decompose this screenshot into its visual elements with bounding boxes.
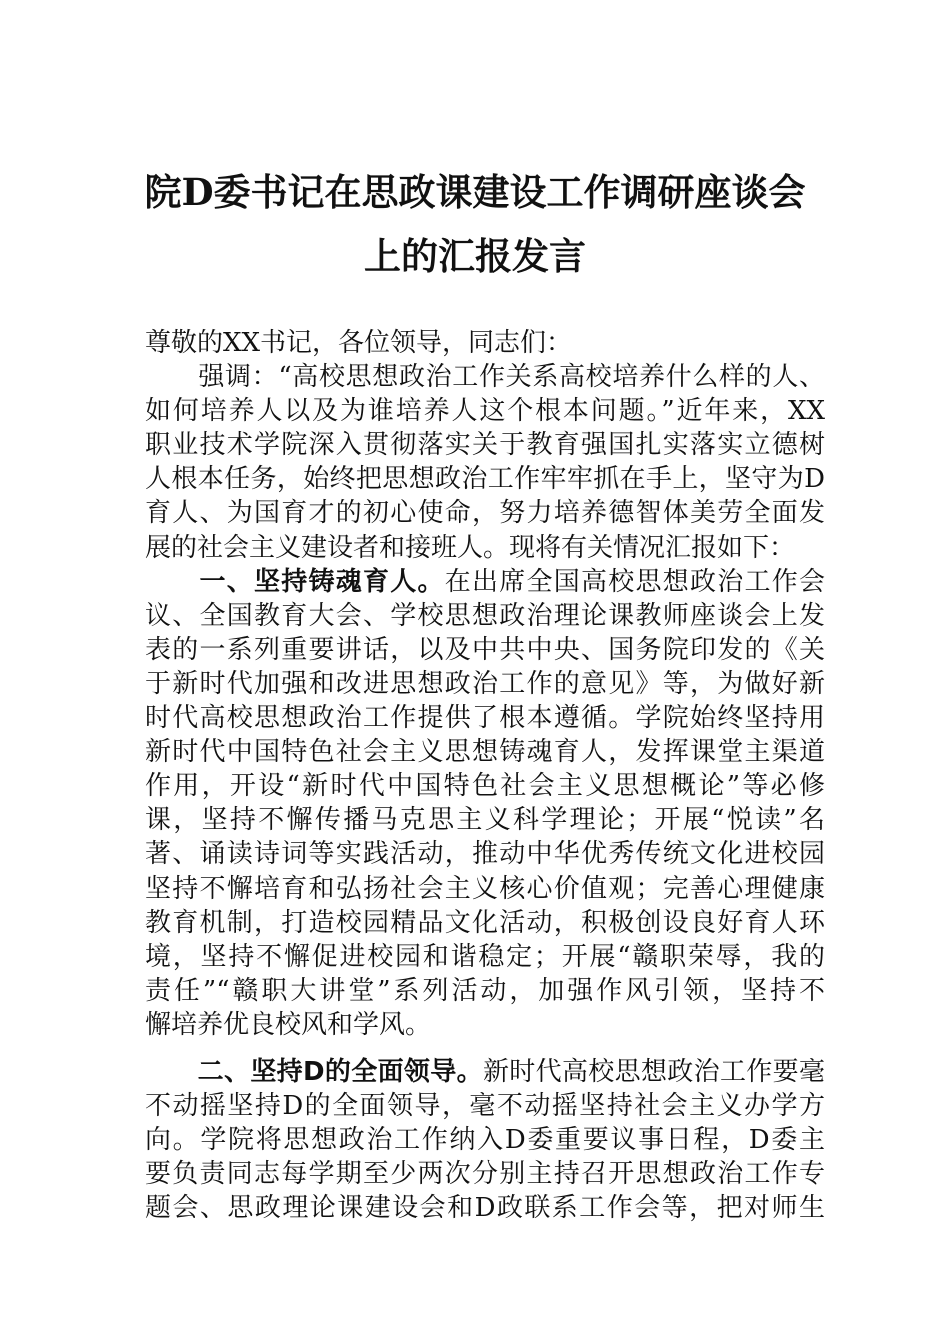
section-1-line: 议、全国教育大会、学校思想政治理论课教师座谈会上发 — [145, 600, 825, 631]
intro-line: 育人、为国育才的初心使命，努力培养德智体美劳全面发 — [145, 498, 825, 529]
section-2-line: 向。学院将思想政治工作纳入D委重要议事日程，D委主 — [145, 1125, 825, 1156]
section-1-line: 作用，开设“新时代中国特色社会主义思想概论”等必修 — [145, 771, 825, 802]
section-2-first-line — [145, 1055, 825, 1089]
document-body — [145, 326, 825, 1225]
section-1-first-line-text: 在出席全国高校思想政治工作会 — [444, 566, 825, 597]
section-1-line: 课，坚持不懈传播马克思主义科学理论；开展“悦读”名 — [145, 805, 825, 836]
paragraph-gap — [145, 1042, 825, 1055]
document-title-line-2: 上的汇报发言 — [364, 234, 586, 278]
document-title-line-1: 院D委书记在思政课建设工作调研座谈会 — [144, 170, 806, 214]
section-1-first-line — [145, 565, 825, 599]
intro-line: 人根本任务，始终把思想政治工作牢牢抓在手上，坚守为D — [145, 464, 825, 495]
intro-line: 职业技术学院深入贯彻落实关于教育强国扎实落实立德树 — [145, 430, 825, 461]
section-1-line: 责任”“赣职大讲堂”系列活动，加强作风引领，坚持不 — [145, 975, 825, 1006]
salutation: 尊敬的XX书记，各位领导，同志们： — [145, 328, 573, 358]
intro-line: 强调：“高校思想政治工作关系高校培养什么样的人、 — [145, 362, 825, 393]
section-1-line: 教育机制，打造校园精品文化活动，积极创设良好育人环 — [145, 907, 825, 938]
section-2-line: 不动摇坚持D的全面领导，毫不动摇坚持社会主义办学方 — [145, 1091, 825, 1122]
intro-line: 展的社会主义建设者和接班人。现将有关情况汇报如下： — [145, 532, 796, 563]
section-1-line: 坚持不懈培育和弘扬社会主义核心价值观；完善心理健康 — [145, 873, 825, 904]
section-1-line: 新时代中国特色社会主义思想铸魂育人，发挥课堂主渠道 — [145, 737, 825, 768]
section-2-heading: 二、坚持D的全面领导。 — [197, 1056, 483, 1087]
section-1-line: 时代高校思想政治工作提供了根本遵循。学院始终坚持用 — [145, 703, 825, 734]
intro-line: 如何培养人以及为谁培养人这个根本问题。”近年来，XX — [145, 396, 825, 427]
section-2-line: 要负责同志每学期至少两次分别主持召开思想政治工作专 — [145, 1159, 825, 1190]
section-2-line: 题会、思政理论课建设会和D政联系工作会等，把对师生 — [145, 1193, 825, 1224]
section-2-first-line-text: 新时代高校思想政治工作要毫 — [482, 1056, 825, 1087]
section-1-line: 懈培养优良校风和学风。 — [145, 1009, 432, 1040]
section-1-line: 表的一系列重要讲话，以及中共中央、国务院印发的《关 — [145, 634, 825, 665]
section-1-line: 于新时代加强和改进思想政治工作的意见》等，为做好新 — [145, 668, 825, 699]
section-1-line: 境，坚持不懈促进校园和谐稳定；开展“赣职荣辱，我的 — [145, 941, 825, 972]
section-1-line: 著、诵读诗词等实践活动，推动中华优秀传统文化进校园 — [145, 839, 825, 870]
section-1-heading: 一、坚持铸魂育人。 — [199, 566, 445, 597]
